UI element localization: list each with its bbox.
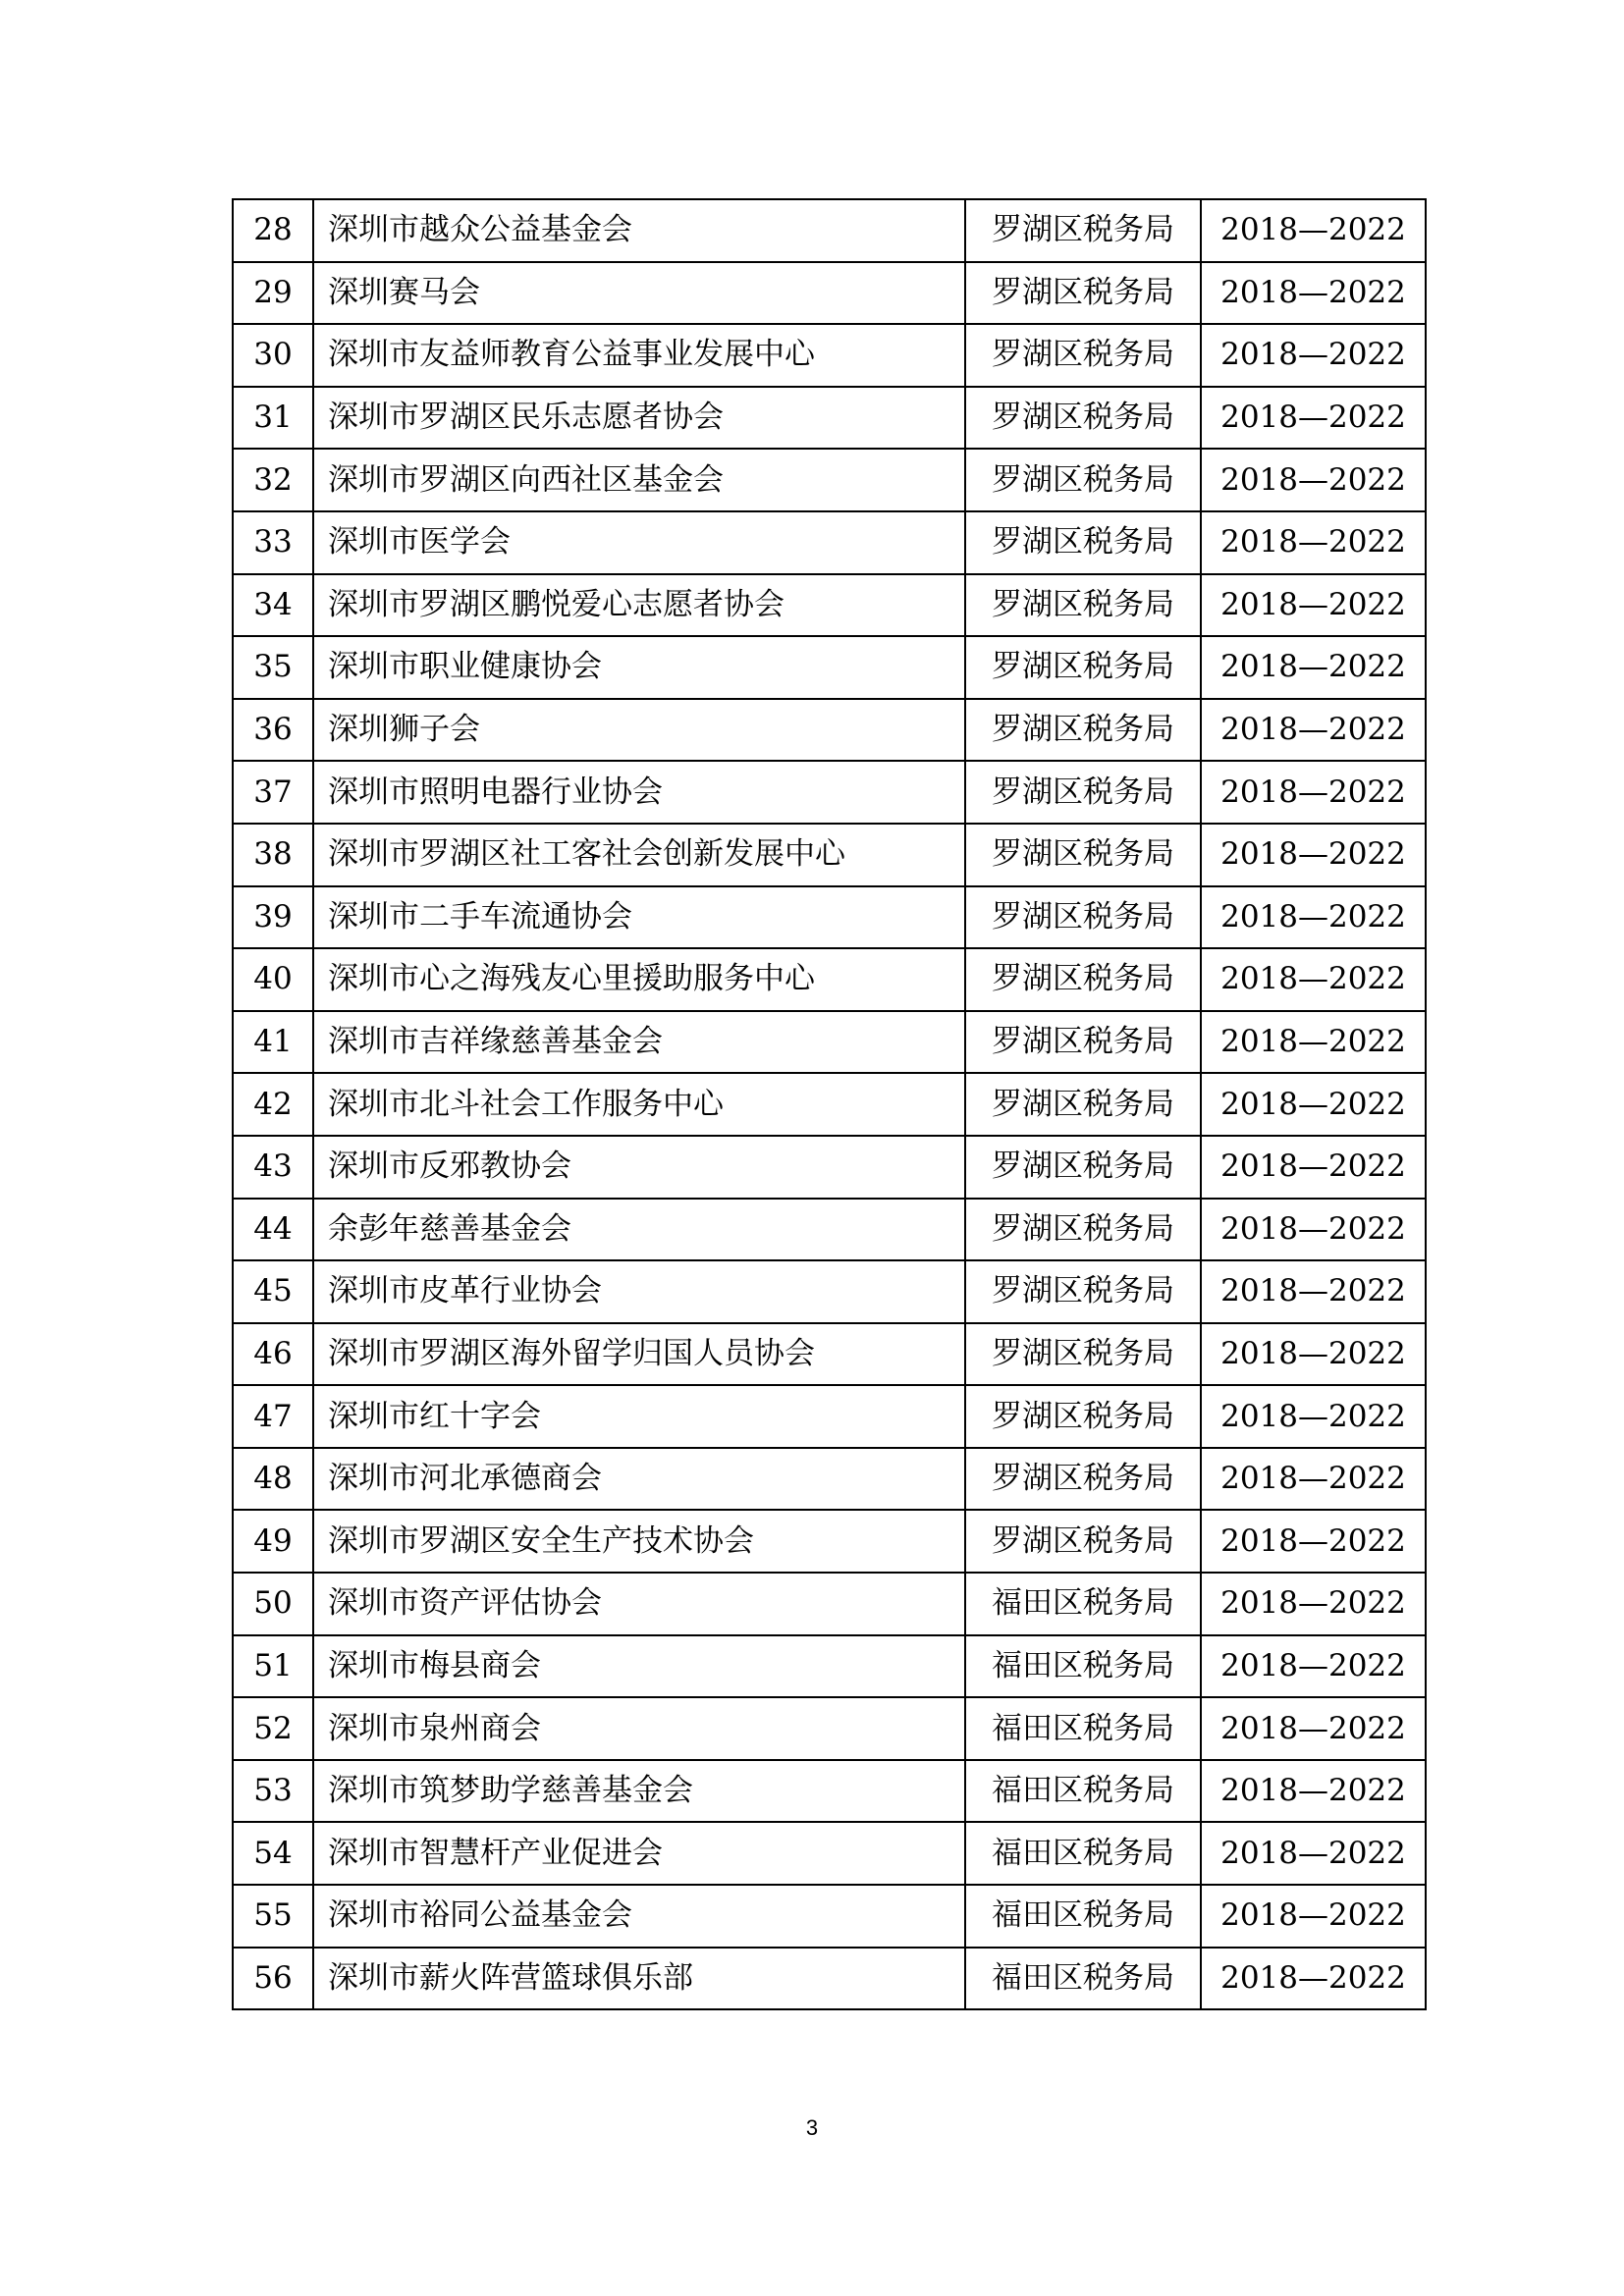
row-number-cell: 44 [233, 1199, 313, 1261]
organization-name-cell: 深圳市薪火阵营篮球俱乐部 [313, 1948, 965, 2010]
tax-bureau-cell: 罗湖区税务局 [965, 449, 1201, 511]
tax-bureau-cell: 福田区税务局 [965, 1697, 1201, 1760]
tax-bureau-cell: 罗湖区税务局 [965, 1448, 1201, 1511]
row-number-cell: 29 [233, 262, 313, 325]
organization-name-cell: 深圳市罗湖区向西社区基金会 [313, 449, 965, 511]
valid-years-cell: 2018—2022 [1201, 574, 1426, 637]
valid-years-cell: 2018—2022 [1201, 1323, 1426, 1386]
tax-bureau-cell: 罗湖区税务局 [965, 1136, 1201, 1199]
valid-years-cell: 2018—2022 [1201, 1199, 1426, 1261]
tax-bureau-cell: 罗湖区税务局 [965, 1011, 1201, 1074]
table-row [233, 1510, 1426, 1573]
organization-name-cell: 深圳市梅县商会 [313, 1635, 965, 1698]
organization-name-cell: 深圳市资产评估协会 [313, 1573, 965, 1635]
table-row [233, 1697, 1426, 1760]
table-row [233, 1385, 1426, 1448]
tax-bureau-cell: 罗湖区税务局 [965, 387, 1201, 450]
tax-bureau-cell: 罗湖区税务局 [965, 262, 1201, 325]
table-row [233, 387, 1426, 450]
tax-bureau-cell: 罗湖区税务局 [965, 636, 1201, 699]
row-number-cell: 55 [233, 1885, 313, 1948]
row-number-cell: 54 [233, 1822, 313, 1885]
organization-name-cell: 深圳市泉州商会 [313, 1697, 965, 1760]
organization-name-cell: 深圳市罗湖区安全生产技术协会 [313, 1510, 965, 1573]
valid-years-cell: 2018—2022 [1201, 1760, 1426, 1823]
valid-years-cell: 2018—2022 [1201, 1697, 1426, 1760]
table-row [233, 824, 1426, 886]
valid-years-cell: 2018—2022 [1201, 199, 1426, 262]
organization-name-cell: 深圳市红十字会 [313, 1385, 965, 1448]
table-row [233, 948, 1426, 1011]
tax-bureau-cell: 罗湖区税务局 [965, 886, 1201, 949]
row-number-cell: 39 [233, 886, 313, 949]
valid-years-cell: 2018—2022 [1201, 1948, 1426, 2010]
organization-name-cell: 深圳市皮革行业协会 [313, 1260, 965, 1323]
row-number-cell: 52 [233, 1697, 313, 1760]
organization-name-cell: 深圳市心之海残友心里援助服务中心 [313, 948, 965, 1011]
organization-name-cell: 深圳市医学会 [313, 511, 965, 574]
row-number-cell: 33 [233, 511, 313, 574]
row-number-cell: 48 [233, 1448, 313, 1511]
organization-name-cell: 深圳市北斗社会工作服务中心 [313, 1073, 965, 1136]
organization-name-cell: 深圳市罗湖区社工客社会创新发展中心 [313, 824, 965, 886]
tax-bureau-cell: 罗湖区税务局 [965, 1323, 1201, 1386]
organization-name-cell: 深圳市罗湖区鹏悦爱心志愿者协会 [313, 574, 965, 637]
organization-name-cell: 深圳市二手车流通协会 [313, 886, 965, 949]
table-row [233, 324, 1426, 387]
tax-bureau-cell: 罗湖区税务局 [965, 1199, 1201, 1261]
valid-years-cell: 2018—2022 [1201, 262, 1426, 325]
organization-name-cell: 深圳市裕同公益基金会 [313, 1885, 965, 1948]
row-number-cell: 37 [233, 761, 313, 824]
tax-bureau-cell: 罗湖区税务局 [965, 1260, 1201, 1323]
valid-years-cell: 2018—2022 [1201, 761, 1426, 824]
organization-name-cell: 余彭年慈善基金会 [313, 1199, 965, 1261]
row-number-cell: 36 [233, 699, 313, 762]
tax-bureau-cell: 福田区税务局 [965, 1573, 1201, 1635]
table-row [233, 1011, 1426, 1074]
organization-name-cell: 深圳市越众公益基金会 [313, 199, 965, 262]
tax-bureau-cell: 福田区税务局 [965, 1635, 1201, 1698]
valid-years-cell: 2018—2022 [1201, 1073, 1426, 1136]
valid-years-cell: 2018—2022 [1201, 824, 1426, 886]
row-number-cell: 49 [233, 1510, 313, 1573]
valid-years-cell: 2018—2022 [1201, 1635, 1426, 1698]
organization-name-cell: 深圳市河北承德商会 [313, 1448, 965, 1511]
organization-name-cell: 深圳市职业健康协会 [313, 636, 965, 699]
row-number-cell: 40 [233, 948, 313, 1011]
table-row [233, 449, 1426, 511]
organization-name-cell: 深圳市罗湖区民乐志愿者协会 [313, 387, 965, 450]
tax-bureau-cell: 福田区税务局 [965, 1948, 1201, 2010]
organization-name-cell: 深圳市智慧杆产业促进会 [313, 1822, 965, 1885]
valid-years-cell: 2018—2022 [1201, 1011, 1426, 1074]
table-row [233, 699, 1426, 762]
valid-years-cell: 2018—2022 [1201, 1510, 1426, 1573]
table-row [233, 1260, 1426, 1323]
row-number-cell: 50 [233, 1573, 313, 1635]
valid-years-cell: 2018—2022 [1201, 1822, 1426, 1885]
table-row [233, 886, 1426, 949]
row-number-cell: 42 [233, 1073, 313, 1136]
row-number-cell: 46 [233, 1323, 313, 1386]
table-row [233, 511, 1426, 574]
tax-bureau-cell: 福田区税务局 [965, 1885, 1201, 1948]
table-row [233, 1199, 1426, 1261]
row-number-cell: 28 [233, 199, 313, 262]
tax-bureau-cell: 罗湖区税务局 [965, 699, 1201, 762]
organization-name-cell: 深圳市罗湖区海外留学归国人员协会 [313, 1323, 965, 1386]
table-row [233, 1073, 1426, 1136]
organization-name-cell: 深圳市友益师教育公益事业发展中心 [313, 324, 965, 387]
table-row [233, 262, 1426, 325]
valid-years-cell: 2018—2022 [1201, 1448, 1426, 1511]
organization-name-cell: 深圳市照明电器行业协会 [313, 761, 965, 824]
table-row [233, 1885, 1426, 1948]
valid-years-cell: 2018—2022 [1201, 699, 1426, 762]
table-body [233, 199, 1426, 2009]
row-number-cell: 38 [233, 824, 313, 886]
organization-table [232, 198, 1427, 2010]
valid-years-cell: 2018—2022 [1201, 1136, 1426, 1199]
tax-bureau-cell: 福田区税务局 [965, 1760, 1201, 1823]
row-number-cell: 34 [233, 574, 313, 637]
tax-bureau-cell: 罗湖区税务局 [965, 324, 1201, 387]
row-number-cell: 45 [233, 1260, 313, 1323]
row-number-cell: 51 [233, 1635, 313, 1698]
row-number-cell: 47 [233, 1385, 313, 1448]
table-row [233, 1136, 1426, 1199]
row-number-cell: 32 [233, 449, 313, 511]
valid-years-cell: 2018—2022 [1201, 1573, 1426, 1635]
table-row [233, 1323, 1426, 1386]
row-number-cell: 31 [233, 387, 313, 450]
table-row [233, 1573, 1426, 1635]
row-number-cell: 43 [233, 1136, 313, 1199]
tax-bureau-cell: 罗湖区税务局 [965, 1510, 1201, 1573]
valid-years-cell: 2018—2022 [1201, 1260, 1426, 1323]
valid-years-cell: 2018—2022 [1201, 324, 1426, 387]
tax-bureau-cell: 罗湖区税务局 [965, 824, 1201, 886]
valid-years-cell: 2018—2022 [1201, 1885, 1426, 1948]
valid-years-cell: 2018—2022 [1201, 1385, 1426, 1448]
tax-bureau-cell: 罗湖区税务局 [965, 1385, 1201, 1448]
table-row [233, 1948, 1426, 2010]
table-row [233, 1822, 1426, 1885]
valid-years-cell: 2018—2022 [1201, 886, 1426, 949]
table-row [233, 1760, 1426, 1823]
organization-name-cell: 深圳市吉祥缘慈善基金会 [313, 1011, 965, 1074]
valid-years-cell: 2018—2022 [1201, 387, 1426, 450]
row-number-cell: 35 [233, 636, 313, 699]
row-number-cell: 53 [233, 1760, 313, 1823]
table-row [233, 199, 1426, 262]
organization-name-cell: 深圳狮子会 [313, 699, 965, 762]
tax-bureau-cell: 福田区税务局 [965, 1822, 1201, 1885]
valid-years-cell: 2018—2022 [1201, 511, 1426, 574]
valid-years-cell: 2018—2022 [1201, 449, 1426, 511]
tax-bureau-cell: 罗湖区税务局 [965, 948, 1201, 1011]
table-row [233, 574, 1426, 637]
table-row [233, 1635, 1426, 1698]
valid-years-cell: 2018—2022 [1201, 636, 1426, 699]
organization-name-cell: 深圳赛马会 [313, 262, 965, 325]
tax-bureau-cell: 罗湖区税务局 [965, 761, 1201, 824]
row-number-cell: 56 [233, 1948, 313, 2010]
tax-bureau-cell: 罗湖区税务局 [965, 574, 1201, 637]
tax-bureau-cell: 罗湖区税务局 [965, 1073, 1201, 1136]
table-row [233, 761, 1426, 824]
tax-bureau-cell: 罗湖区税务局 [965, 511, 1201, 574]
page-number: 3 [805, 2115, 819, 2140]
valid-years-cell: 2018—2022 [1201, 948, 1426, 1011]
table-row [233, 636, 1426, 699]
row-number-cell: 41 [233, 1011, 313, 1074]
organization-name-cell: 深圳市反邪教协会 [313, 1136, 965, 1199]
tax-bureau-cell: 罗湖区税务局 [965, 199, 1201, 262]
row-number-cell: 30 [233, 324, 313, 387]
organization-name-cell: 深圳市筑梦助学慈善基金会 [313, 1760, 965, 1823]
table-row [233, 1448, 1426, 1511]
